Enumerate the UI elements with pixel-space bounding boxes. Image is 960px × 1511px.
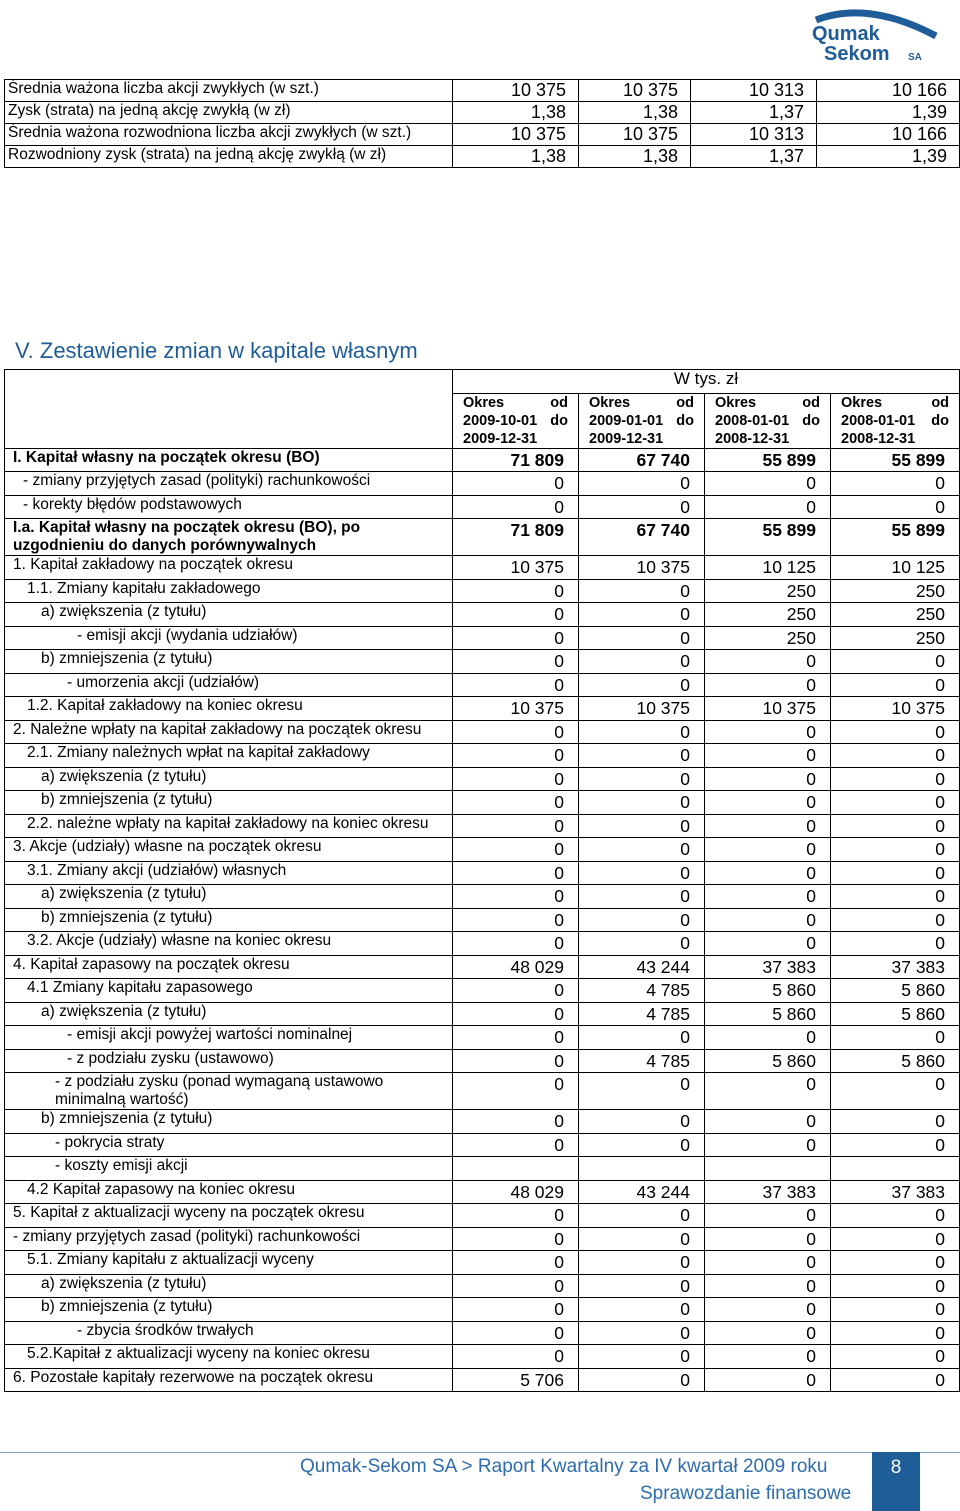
cell-value: 0 bbox=[705, 1321, 831, 1345]
row-label: 2. Należne wpłaty na kapitał zakładowy na początek okresu bbox=[5, 720, 453, 744]
cell-value: 0 bbox=[453, 650, 579, 674]
cell-value: 10 375 bbox=[579, 80, 691, 102]
equity-row bbox=[5, 448, 960, 472]
cell-value: 43 244 bbox=[579, 1180, 705, 1204]
equity-row bbox=[5, 861, 960, 885]
period-header-line: 2008-01-01 do bbox=[715, 412, 820, 429]
row-label: - pokrycia straty bbox=[5, 1133, 453, 1157]
cell-value: 0 bbox=[453, 673, 579, 697]
cell-value: 0 bbox=[705, 1073, 831, 1110]
row-label: a) zwiększenia (z tytułu) bbox=[5, 1002, 453, 1026]
equity-row bbox=[5, 838, 960, 862]
equity-row bbox=[5, 1180, 960, 1204]
eps-row bbox=[5, 102, 960, 124]
logo-text-1: Qumak bbox=[812, 23, 880, 45]
period-header-line: 2009-01-01 do bbox=[589, 412, 694, 429]
cell-value: 0 bbox=[579, 673, 705, 697]
row-label: Średnia ważona rozwodniona liczba akcji zwykłych (w szt.) bbox=[5, 124, 453, 146]
row-label: - emisji akcji (wydania udziałów) bbox=[5, 626, 453, 650]
cell-value: 37 383 bbox=[831, 1180, 960, 1204]
eps-table bbox=[4, 79, 960, 168]
equity-row bbox=[5, 814, 960, 838]
period-header-line: Okres od bbox=[463, 394, 568, 411]
equity-row bbox=[5, 579, 960, 603]
equity-row bbox=[5, 1002, 960, 1026]
equity-row bbox=[5, 1274, 960, 1298]
equity-row bbox=[5, 626, 960, 650]
cell-value: 67 740 bbox=[579, 448, 705, 472]
cell-value: 0 bbox=[453, 579, 579, 603]
cell-value: 4 785 bbox=[579, 979, 705, 1003]
row-label: Zysk (strata) na jedną akcję zwykłą (w zł) bbox=[5, 102, 453, 124]
period-header-line: 2008-12-31 bbox=[841, 430, 916, 447]
equity-row bbox=[5, 1368, 960, 1392]
cell-value: 10 375 bbox=[453, 80, 579, 102]
cell-value: 0 bbox=[579, 650, 705, 674]
equity-row bbox=[5, 495, 960, 519]
row-label: 5.2.Kapitał z aktualizacji wyceny na koniec okresu bbox=[5, 1345, 453, 1369]
cell-value: 0 bbox=[453, 744, 579, 768]
cell-value: 37 383 bbox=[705, 1180, 831, 1204]
cell-value: 10 375 bbox=[579, 556, 705, 580]
cell-value: 0 bbox=[579, 1204, 705, 1228]
cell-value: 0 bbox=[453, 1073, 579, 1110]
cell-value: 0 bbox=[453, 814, 579, 838]
cell-value: 0 bbox=[453, 1298, 579, 1322]
row-label: Rozwodniony zysk (strata) na jedną akcję zwykłą (w zł) bbox=[5, 146, 453, 168]
cell-value: 0 bbox=[705, 1133, 831, 1157]
cell-value: 0 bbox=[579, 1133, 705, 1157]
row-label: 3.2. Akcje (udziały) własne na koniec okresu bbox=[5, 932, 453, 956]
cell-value: 0 bbox=[453, 720, 579, 744]
cell-value: 37 383 bbox=[831, 955, 960, 979]
cell-value: 5 860 bbox=[705, 1049, 831, 1073]
cell-value: 4 785 bbox=[579, 1049, 705, 1073]
row-label: Średnia ważona liczba akcji zwykłych (w szt.) bbox=[5, 80, 453, 102]
cell-value: 0 bbox=[831, 1026, 960, 1050]
period-header-line: 2009-12-31 bbox=[463, 430, 538, 447]
cell-value: 5 860 bbox=[831, 1049, 960, 1073]
cell-value: 5 860 bbox=[705, 1002, 831, 1026]
cell-value: 1,38 bbox=[453, 146, 579, 168]
equity-row bbox=[5, 519, 960, 556]
cell-value: 0 bbox=[831, 838, 960, 862]
logo-text-suffix: SA bbox=[908, 52, 922, 62]
cell-value: 10 375 bbox=[453, 124, 579, 146]
row-label: 6. Pozostałe kapitały rezerwowe na początek okresu bbox=[5, 1368, 453, 1392]
cell-value: 0 bbox=[579, 1321, 705, 1345]
cell-value: 71 809 bbox=[453, 519, 579, 556]
cell-value: 0 bbox=[579, 472, 705, 496]
company-logo bbox=[808, 6, 940, 62]
period-header-line: 2008-12-31 bbox=[715, 430, 790, 447]
cell-value: 0 bbox=[453, 1133, 579, 1157]
cell-value: 0 bbox=[831, 814, 960, 838]
cell-value: 0 bbox=[453, 1274, 579, 1298]
row-label: b) zmniejszenia (z tytułu) bbox=[5, 791, 453, 815]
cell-value: 10 375 bbox=[705, 697, 831, 721]
cell-value: 10 313 bbox=[691, 124, 817, 146]
cell-value: 5 860 bbox=[831, 1002, 960, 1026]
period-header-line: Okres od bbox=[841, 394, 950, 411]
cell-value: 0 bbox=[705, 673, 831, 697]
cell-value: 0 bbox=[579, 814, 705, 838]
period-header-line: 2009-12-31 bbox=[589, 430, 664, 447]
cell-value: 0 bbox=[705, 791, 831, 815]
cell-value: 0 bbox=[453, 767, 579, 791]
cell-value: 10 375 bbox=[453, 556, 579, 580]
cell-value: 0 bbox=[705, 767, 831, 791]
row-label: 2.2. należne wpłaty na kapitał zakładowy na koniec okresu bbox=[5, 814, 453, 838]
cell-value: 0 bbox=[453, 908, 579, 932]
cell-value: 0 bbox=[831, 472, 960, 496]
cell-value: 0 bbox=[705, 744, 831, 768]
cell-value: 0 bbox=[705, 650, 831, 674]
equity-row bbox=[5, 1204, 960, 1228]
row-label: 1.1. Zmiany kapitału zakładowego bbox=[5, 579, 453, 603]
unit-label: W tys. zł bbox=[453, 370, 960, 394]
row-label: I.a. Kapitał własny na początek okresu (BO), po uzgodnieniu do danych porównywalnych bbox=[5, 519, 453, 556]
cell-value: 0 bbox=[579, 1368, 705, 1392]
cell-value: 0 bbox=[579, 495, 705, 519]
row-label: - umorzenia akcji (udziałów) bbox=[5, 673, 453, 697]
cell-value: 10 166 bbox=[817, 124, 960, 146]
cell-value: 0 bbox=[831, 650, 960, 674]
cell-value: 0 bbox=[579, 626, 705, 650]
cell-value: 0 bbox=[705, 814, 831, 838]
page-number: 8 bbox=[872, 1452, 920, 1511]
cell-value: 0 bbox=[831, 908, 960, 932]
cell-value: 0 bbox=[705, 885, 831, 909]
cell-value: 0 bbox=[705, 1026, 831, 1050]
cell-value: 1,39 bbox=[817, 146, 960, 168]
cell-value: 1,38 bbox=[453, 102, 579, 124]
cell-value: 0 bbox=[579, 791, 705, 815]
cell-value: 0 bbox=[831, 1345, 960, 1369]
row-label: 3. Akcje (udziały) własne na początek okresu bbox=[5, 838, 453, 862]
period-header-line: Okres od bbox=[715, 394, 820, 411]
equity-row bbox=[5, 472, 960, 496]
row-label: - z podziału zysku (ustawowo) bbox=[5, 1049, 453, 1073]
cell-value: 10 375 bbox=[453, 697, 579, 721]
cell-value: 0 bbox=[579, 1298, 705, 1322]
equity-row bbox=[5, 603, 960, 627]
cell-value: 0 bbox=[705, 1298, 831, 1322]
cell-value: 0 bbox=[831, 1321, 960, 1345]
row-label: 1. Kapitał zakładowy na początek okresu bbox=[5, 556, 453, 580]
equity-row bbox=[5, 1345, 960, 1369]
cell-value: 10 375 bbox=[831, 697, 960, 721]
cell-value: 250 bbox=[831, 603, 960, 627]
cell-value: 1,38 bbox=[579, 102, 691, 124]
cell-value: 10 125 bbox=[831, 556, 960, 580]
row-label: b) zmniejszenia (z tytułu) bbox=[5, 1110, 453, 1134]
cell-value bbox=[705, 1157, 831, 1181]
row-label: 5. Kapitał z aktualizacji wyceny na początek okresu bbox=[5, 1204, 453, 1228]
cell-value: 0 bbox=[705, 1251, 831, 1275]
cell-value: 0 bbox=[453, 495, 579, 519]
cell-value: 0 bbox=[453, 932, 579, 956]
cell-value: 0 bbox=[579, 1251, 705, 1275]
cell-value: 1,38 bbox=[579, 146, 691, 168]
row-label: a) zwiększenia (z tytułu) bbox=[5, 885, 453, 909]
equity-row bbox=[5, 1227, 960, 1251]
cell-value: 0 bbox=[705, 838, 831, 862]
cell-value: 71 809 bbox=[453, 448, 579, 472]
row-label: 2.1. Zmiany należnych wpłat na kapitał zakładowy bbox=[5, 744, 453, 768]
cell-value: 43 244 bbox=[579, 955, 705, 979]
equity-row bbox=[5, 1026, 960, 1050]
row-label: b) zmniejszenia (z tytułu) bbox=[5, 908, 453, 932]
logo-text-2: Sekom bbox=[824, 43, 890, 62]
equity-row bbox=[5, 791, 960, 815]
equity-row bbox=[5, 1157, 960, 1181]
cell-value: 37 383 bbox=[705, 955, 831, 979]
cell-value: 1,37 bbox=[691, 102, 817, 124]
cell-value: 0 bbox=[453, 979, 579, 1003]
cell-value: 0 bbox=[453, 1026, 579, 1050]
equity-changes-table bbox=[4, 369, 960, 1392]
cell-value: 0 bbox=[453, 791, 579, 815]
cell-value: 250 bbox=[705, 603, 831, 627]
cell-value: 0 bbox=[453, 861, 579, 885]
row-label: b) zmniejszenia (z tytułu) bbox=[5, 1298, 453, 1322]
cell-value: 0 bbox=[705, 1227, 831, 1251]
cell-value: 0 bbox=[579, 1345, 705, 1369]
row-label: - zmiany przyjętych zasad (polityki) rachunkowości bbox=[5, 472, 453, 496]
cell-value: 55 899 bbox=[831, 448, 960, 472]
cell-value: 0 bbox=[705, 495, 831, 519]
equity-row bbox=[5, 650, 960, 674]
cell-value: 0 bbox=[705, 472, 831, 496]
row-label: a) zwiększenia (z tytułu) bbox=[5, 603, 453, 627]
section-title: V. Zestawienie zmian w kapitale własnym bbox=[15, 338, 418, 363]
cell-value: 0 bbox=[831, 1251, 960, 1275]
row-label: I. Kapitał własny na początek okresu (BO) bbox=[5, 448, 453, 472]
cell-value: 0 bbox=[831, 1227, 960, 1251]
row-label: 4.1 Zmiany kapitału zapasowego bbox=[5, 979, 453, 1003]
equity-row bbox=[5, 1049, 960, 1073]
equity-row bbox=[5, 1298, 960, 1322]
cell-value: 0 bbox=[831, 1368, 960, 1392]
cell-value: 10 313 bbox=[691, 80, 817, 102]
equity-row bbox=[5, 744, 960, 768]
equity-row bbox=[5, 1133, 960, 1157]
cell-value: 0 bbox=[705, 1204, 831, 1228]
cell-value: 0 bbox=[453, 603, 579, 627]
row-label: - z podziału zysku (ponad wymaganą ustawowo minimalną wartość) bbox=[5, 1073, 453, 1110]
cell-value: 0 bbox=[579, 885, 705, 909]
cell-value: 0 bbox=[831, 673, 960, 697]
cell-value: 0 bbox=[831, 720, 960, 744]
cell-value: 0 bbox=[831, 1204, 960, 1228]
cell-value: 0 bbox=[579, 579, 705, 603]
equity-row bbox=[5, 697, 960, 721]
cell-value bbox=[831, 1157, 960, 1181]
row-label: - zmiany przyjętych zasad (polityki) rachunkowości bbox=[5, 1227, 453, 1251]
equity-row bbox=[5, 556, 960, 580]
cell-value: 0 bbox=[453, 626, 579, 650]
cell-value: 0 bbox=[705, 908, 831, 932]
period-header bbox=[579, 393, 705, 448]
equity-row bbox=[5, 885, 960, 909]
row-label: 3.1. Zmiany akcji (udziałów) własnych bbox=[5, 861, 453, 885]
equity-row bbox=[5, 1321, 960, 1345]
equity-row bbox=[5, 979, 960, 1003]
period-header-line: Okres od bbox=[589, 394, 694, 411]
period-header-line: 2009-10-01 do bbox=[463, 412, 568, 429]
cell-value: 0 bbox=[705, 861, 831, 885]
cell-value: 10 125 bbox=[705, 556, 831, 580]
cell-value: 5 860 bbox=[705, 979, 831, 1003]
cell-value: 250 bbox=[705, 626, 831, 650]
cell-value: 0 bbox=[705, 720, 831, 744]
cell-value: 250 bbox=[705, 579, 831, 603]
row-label: - koszty emisji akcji bbox=[5, 1157, 453, 1181]
cell-value: 0 bbox=[831, 791, 960, 815]
row-label: a) zwiększenia (z tytułu) bbox=[5, 1274, 453, 1298]
cell-value: 0 bbox=[579, 767, 705, 791]
row-label: 1.2. Kapitał zakładowy na koniec okresu bbox=[5, 697, 453, 721]
row-label: a) zwiększenia (z tytułu) bbox=[5, 767, 453, 791]
cell-value: 0 bbox=[705, 1368, 831, 1392]
cell-value: 0 bbox=[453, 885, 579, 909]
equity-row bbox=[5, 1073, 960, 1110]
cell-value: 0 bbox=[831, 885, 960, 909]
cell-value: 0 bbox=[453, 1251, 579, 1275]
cell-value: 0 bbox=[579, 861, 705, 885]
cell-value: 0 bbox=[831, 1298, 960, 1322]
cell-value bbox=[453, 1157, 579, 1181]
cell-value: 10 375 bbox=[579, 697, 705, 721]
equity-row bbox=[5, 1251, 960, 1275]
row-label: - emisji akcji powyżej wartości nominalnej bbox=[5, 1026, 453, 1050]
cell-value: 0 bbox=[831, 861, 960, 885]
cell-value: 0 bbox=[453, 838, 579, 862]
cell-value: 0 bbox=[453, 1110, 579, 1134]
cell-value: 0 bbox=[579, 1073, 705, 1110]
cell-value: 0 bbox=[579, 932, 705, 956]
cell-value: 48 029 bbox=[453, 955, 579, 979]
equity-row bbox=[5, 908, 960, 932]
equity-row bbox=[5, 673, 960, 697]
cell-value: 0 bbox=[579, 1026, 705, 1050]
eps-row bbox=[5, 146, 960, 168]
cell-value: 0 bbox=[831, 1274, 960, 1298]
cell-value: 0 bbox=[579, 1274, 705, 1298]
cell-value: 0 bbox=[579, 908, 705, 932]
equity-row bbox=[5, 1110, 960, 1134]
row-label: 4.2 Kapitał zapasowy na koniec okresu bbox=[5, 1180, 453, 1204]
eps-row bbox=[5, 80, 960, 102]
cell-value: 0 bbox=[453, 472, 579, 496]
cell-value: 0 bbox=[453, 1227, 579, 1251]
cell-value: 0 bbox=[453, 1204, 579, 1228]
cell-value: 0 bbox=[831, 1110, 960, 1134]
cell-value: 0 bbox=[705, 932, 831, 956]
cell-value: 0 bbox=[579, 1110, 705, 1134]
cell-value: 250 bbox=[831, 579, 960, 603]
period-header bbox=[453, 393, 579, 448]
cell-value: 5 706 bbox=[453, 1368, 579, 1392]
cell-value: 1,37 bbox=[691, 146, 817, 168]
cell-value: 0 bbox=[705, 1345, 831, 1369]
period-header bbox=[705, 393, 831, 448]
cell-value: 55 899 bbox=[705, 519, 831, 556]
header-blank bbox=[5, 370, 453, 449]
cell-value: 0 bbox=[453, 1321, 579, 1345]
equity-row bbox=[5, 720, 960, 744]
cell-value: 0 bbox=[579, 720, 705, 744]
equity-row bbox=[5, 932, 960, 956]
cell-value: 10 166 bbox=[817, 80, 960, 102]
cell-value: 0 bbox=[705, 1110, 831, 1134]
cell-value: 0 bbox=[453, 1345, 579, 1369]
eps-row bbox=[5, 124, 960, 146]
cell-value: 0 bbox=[453, 1049, 579, 1073]
row-label: - zbycia środków trwałych bbox=[5, 1321, 453, 1345]
row-label: 5.1. Zmiany kapitału z aktualizacji wyceny bbox=[5, 1251, 453, 1275]
cell-value: 0 bbox=[831, 767, 960, 791]
footer-report-title: Qumak-Sekom SA > Raport Kwartalny za IV kwartał 2009 roku bbox=[300, 1456, 828, 1477]
cell-value: 0 bbox=[831, 1073, 960, 1110]
period-header-line: 2008-01-01 do bbox=[841, 412, 950, 429]
equity-row bbox=[5, 955, 960, 979]
cell-value: 0 bbox=[453, 1002, 579, 1026]
cell-value: 0 bbox=[579, 838, 705, 862]
cell-value: 0 bbox=[579, 744, 705, 768]
cell-value: 10 375 bbox=[579, 124, 691, 146]
footer-subtitle: Sprawozdanie finansowe bbox=[640, 1483, 852, 1504]
row-label: b) zmniejszenia (z tytułu) bbox=[5, 650, 453, 674]
cell-value: 250 bbox=[831, 626, 960, 650]
cell-value: 0 bbox=[831, 1133, 960, 1157]
cell-value: 0 bbox=[705, 1274, 831, 1298]
cell-value: 67 740 bbox=[579, 519, 705, 556]
cell-value: 0 bbox=[831, 495, 960, 519]
cell-value: 1,39 bbox=[817, 102, 960, 124]
period-header bbox=[831, 393, 960, 448]
cell-value: 5 860 bbox=[831, 979, 960, 1003]
equity-row bbox=[5, 767, 960, 791]
row-label: 4. Kapitał zapasowy na początek okresu bbox=[5, 955, 453, 979]
cell-value: 4 785 bbox=[579, 1002, 705, 1026]
cell-value: 0 bbox=[579, 603, 705, 627]
cell-value bbox=[579, 1157, 705, 1181]
cell-value: 55 899 bbox=[705, 448, 831, 472]
cell-value: 48 029 bbox=[453, 1180, 579, 1204]
cell-value: 0 bbox=[831, 932, 960, 956]
cell-value: 0 bbox=[579, 1227, 705, 1251]
cell-value: 55 899 bbox=[831, 519, 960, 556]
cell-value: 0 bbox=[831, 744, 960, 768]
row-label: - korekty błędów podstawowych bbox=[5, 495, 453, 519]
